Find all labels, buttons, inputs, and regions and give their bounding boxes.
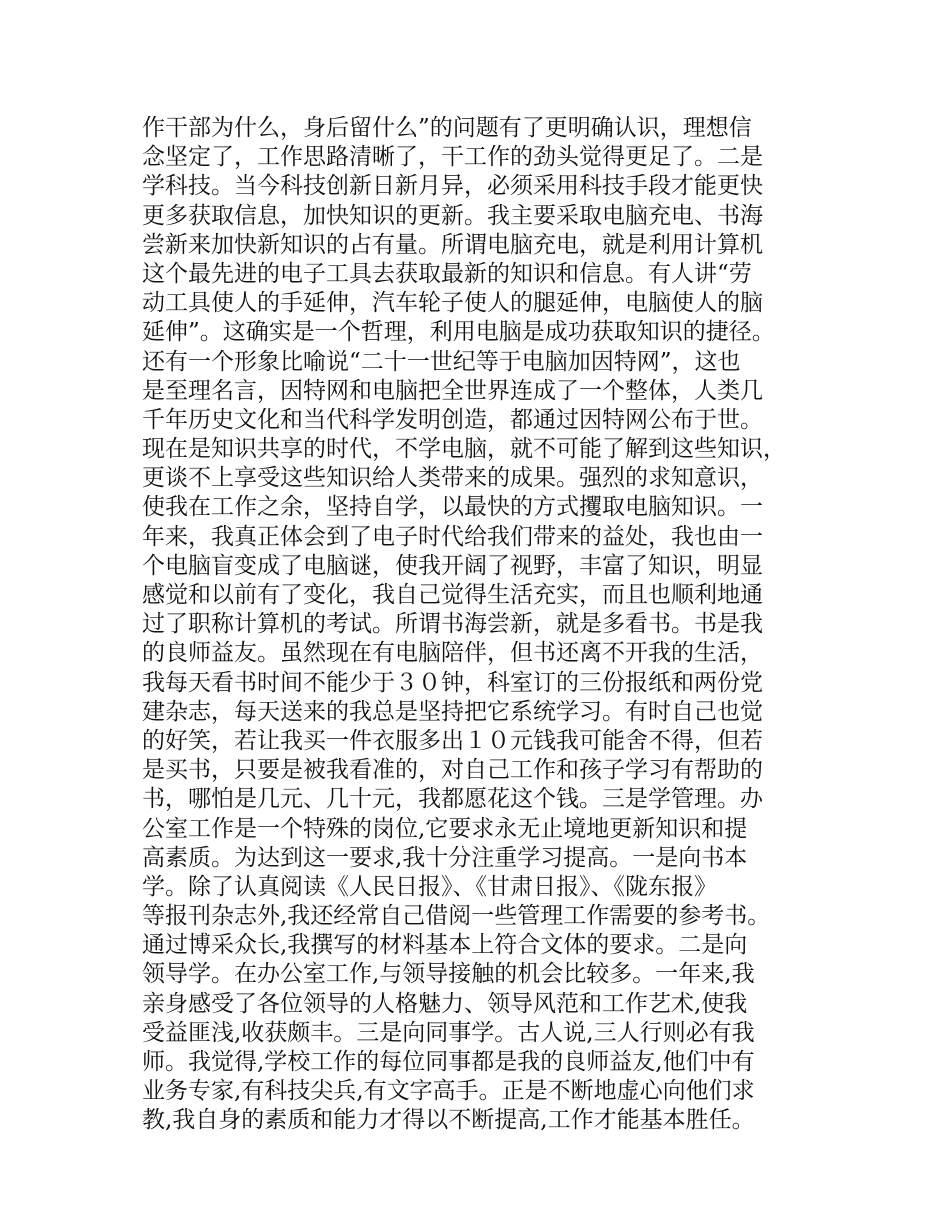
text-line: 是至理名言，因特网和电脑把全世界连成了一个整体，人类几 xyxy=(142,377,763,404)
text-line: 更谈不上享受这些知识给人类带来的成果。强烈的求知意识， xyxy=(142,465,763,492)
text-line: 建杂志，每天送来的我总是坚持把它系统学习。有时自己也觉 xyxy=(142,698,763,725)
text-line: 现在是知识共享的时代，不学电脑，就不可能了解到这些知识， xyxy=(142,436,786,463)
text-line: 念坚定了，工作思路清晰了，干工作的劲头觉得更足了。二是 xyxy=(142,144,763,171)
text-line: 更多获取信息，加快知识的更新。我主要采取电脑充电、书海 xyxy=(142,202,763,229)
text-line: 的好笑，若让我买一件衣服多出１０元钱我可能舍不得，但若 xyxy=(142,727,763,754)
text-line: 延伸”。这确实是一个哲理，利用电脑是成功获取知识的捷径。 xyxy=(142,319,775,346)
text-line: 通过博采众长,我撰写的材料基本上符合文体的要求。二是向 xyxy=(142,932,748,959)
body-text xyxy=(142,114,832,1136)
text-line: 是买书，只要是被我看准的，对自己工作和孩子学习有帮助的 xyxy=(142,757,763,784)
text-line: 书，哪怕是几元、几十元，我都愿花这个钱。三是学管理。办 xyxy=(142,786,763,813)
text-line: 动工具使人的手延伸，汽车轮子使人的腿延伸，电脑使人的脑 xyxy=(142,290,763,317)
text-line: 还有一个形象比喻说“二十一世纪等于电脑加因特网”，这也 xyxy=(142,348,741,375)
text-line: 业务专家,有科技尖兵,有文字高手。正是不断地虚心向他们求 xyxy=(142,1078,755,1105)
text-line: 受益匪浅,收获颇丰。三是向同事学。古人说,三人行则必有我 xyxy=(142,1019,755,1046)
text-line: 等报刊杂志外,我还经常自己借阅一些管理工作需要的参考书。 xyxy=(142,903,771,930)
text-line: 个电脑盲变成了电脑谜，使我开阔了视野，丰富了知识，明显 xyxy=(142,552,763,579)
text-line: 学科技。当今科技创新日新月异，必须采用科技手段才能更快 xyxy=(142,173,763,200)
text-line: 尝新来加快新知识的占有量。所谓电脑充电，就是利用计算机 xyxy=(142,231,763,258)
text-line: 领导学。在办公室工作,与领导接触的机会比较多。一年来,我 xyxy=(142,961,755,988)
text-line: 高素质。为达到这一要求,我十分注重学习提高。一是向书本 xyxy=(142,844,748,871)
text-line: 年来，我真正体会到了电子时代给我们带来的益处，我也由一 xyxy=(142,523,763,550)
text-line: 教,我自身的素质和能力才得以不断提高,工作才能基本胜任。 xyxy=(142,1107,755,1134)
text-line: 我每天看书时间不能少于３０钟，科室订的三份报纸和两份党 xyxy=(142,669,763,696)
text-line: 亲身感受了各位领导的人格魅力、领导风范和工作艺术,使我 xyxy=(142,990,748,1017)
text-line: 使我在工作之余，坚持自学，以最快的方式攫取电脑知识。一 xyxy=(142,494,763,521)
text-line: 千年历史文化和当代科学发明创造，都通过因特网公布于世。 xyxy=(142,406,763,433)
text-line: 学。除了认真阅读《人民日报》、《甘肃日报》、《陇东报》 xyxy=(142,873,717,900)
text-line: 作干部为什么，身后留什么”的问题有了更明确认识，理想信 xyxy=(142,115,752,141)
text-line: 过了职称计算机的考试。所谓书海尝新，就是多看书。书是我 xyxy=(142,611,763,638)
text-line: 的良师益友。虽然现在有电脑陪伴，但书还离不开我的生活， xyxy=(142,640,763,667)
text-line: 这个最先进的电子工具去获取最新的知识和信息。有人讲“劳 xyxy=(142,260,752,287)
text-line: 公室工作是一个特殊的岗位,它要求永无止境地更新知识和提 xyxy=(142,815,748,842)
text-line: 感觉和以前有了变化，我自己觉得生活充实，而且也顺利地通 xyxy=(142,582,763,608)
text-line: 师。我觉得,学校工作的每位同事都是我的良师益友,他们中有 xyxy=(142,1049,755,1075)
